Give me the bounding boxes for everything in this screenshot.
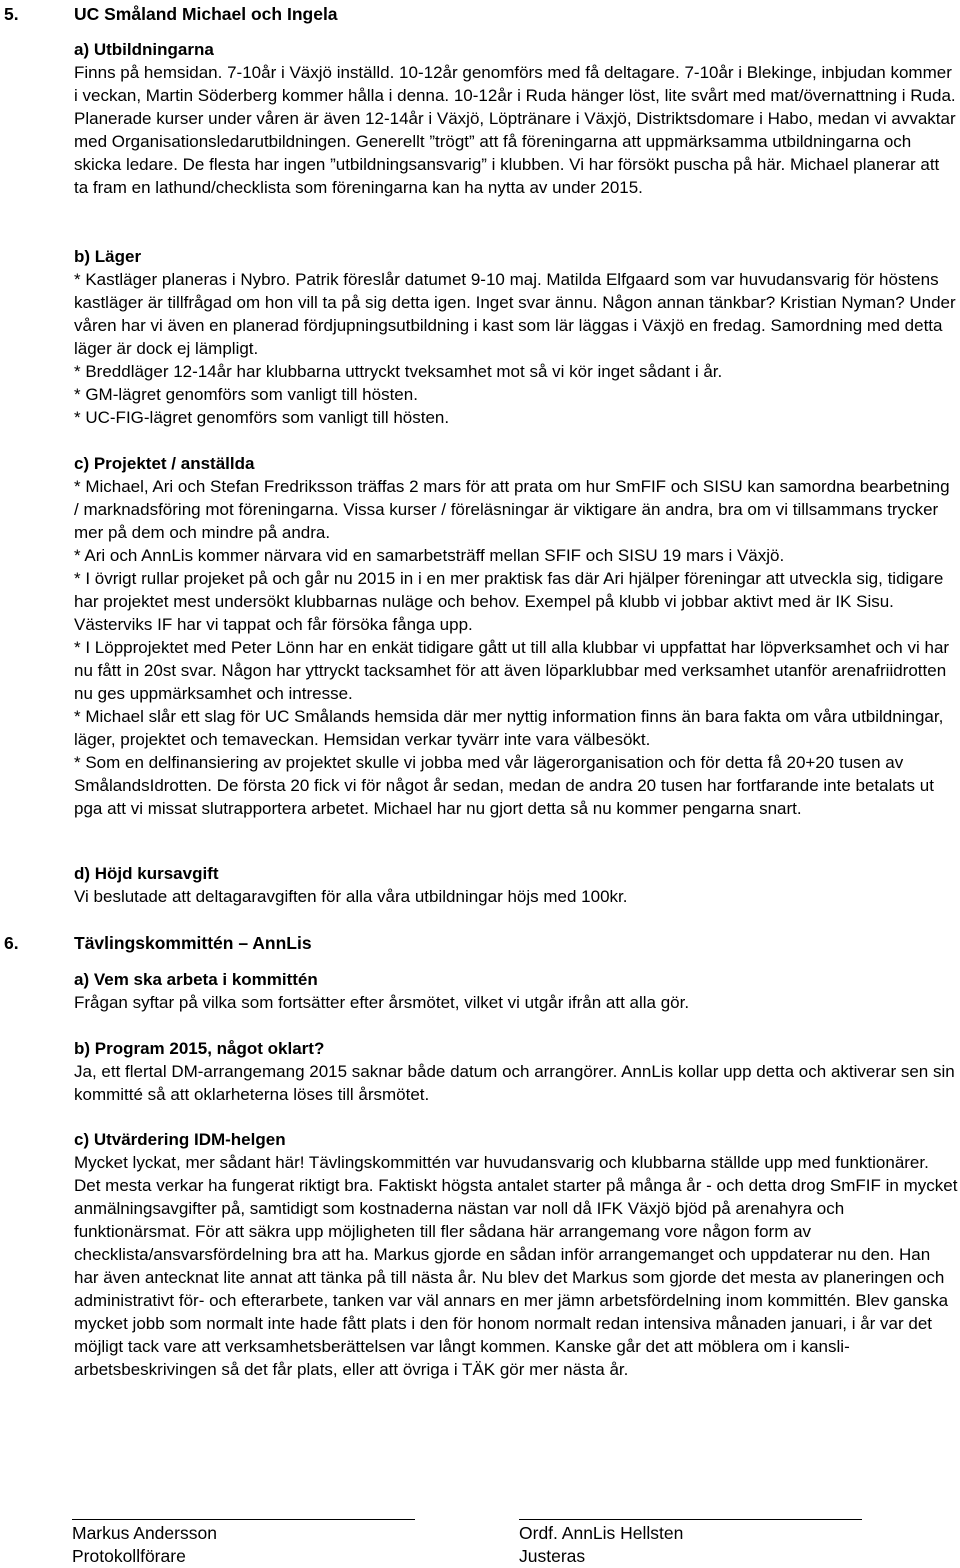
section-heading-6 [0,930,700,956]
paragraph: * I Löpprojektet med Peter Lönn har en enkät tidigare gått ut till alla klubbar vi uppfattat har löpverksamhet och vi har nu fått in 20st svar. Någon har yttryckt tacksamhet för att även löparklubbar med verksamhet utanför arenafriidrotten nu ges uppmärksamhet och intresse. [74,638,950,703]
paragraph: * Michael, Ari och Stefan Fredriksson träffas 2 mars för att prata om hur SmFIF och SISU kan samordna bearbetning / marknadsföring mot föreningarna. Vissa kurser / föreläsningar är viktigare än andra, bra om vi tillsammans trycker mer på dem och mindre på andra. [74,477,950,542]
signature-block-secretary [72,1522,217,1568]
paragraph: * GM-lägret genomförs som vanligt till hösten. [74,385,418,404]
subsection-6a [74,968,958,1014]
signature-line-left [72,1519,415,1520]
subsection-heading: a) Vem ska arbeta i kommittén [74,970,318,989]
signature-line-right [519,1519,862,1520]
paragraph: * Kastläger planeras i Nybro. Patrik föreslår datumet 9-10 maj. Matilda Elfgaard som var huvudansvarig för höstens kastläger är tillfrågad om hon vill ta på sig detta igen. Inget svar ännu. Någon annan tänkbar? Kristian Nyman? Under våren har vi även en planerad fördjupningsutbildning i kast som lär läggas i Växjö en fredag. Samordning med detta läger är dock ej lämpligt. [74,270,956,358]
section-number: 5. [4,3,19,24]
signature-role: Justeras [519,1546,586,1566]
paragraph: * I övrigt rullar projeket på och går nu 2015 in i en mer praktisk fas där Ari hjälper föreningar att utveckla sig, tidigare har projektet mest undersökt klubbarnas nuläge och behov. Exempel på klubb vi jobbar aktivt med är IK Sisu. Västerviks IF har vi tappat och får försöka fånga upp. [74,569,944,634]
subsection-5c [74,452,958,820]
signature-name: Markus Andersson [72,1523,217,1543]
section-heading-5 [0,1,700,27]
paragraph: Vi beslutade att deltagaravgiften för alla våra utbildningar höjs med 100kr. [74,887,628,906]
subsection-heading: b) Läger [74,247,142,266]
subsection-heading: c) Utvärdering IDM-helgen [74,1130,286,1149]
subsection-5a [74,38,958,199]
section-title: UC Småland Michael och Ingela [74,3,338,24]
subsection-heading: d) Höjd kursavgift [74,864,219,883]
paragraph: * Som en delfinansiering av projektet skulle vi jobba med vår lägerorganisation och för detta få 20+20 tusen av SmålandsIdrotten. De första 20 fick vi för något år sedan, medan de andra 20 tusen har fortfarande inte betalats ut pga att vi missat slutrapportera arbetet. Michael har nu gjort detta så nu kommer pengarna snart. [74,753,934,818]
paragraph: * Ari och AnnLis kommer närvara vid en samarbetsträff mellan SFIF och SISU 19 mars i Växjö. [74,546,785,565]
section-number: 6. [4,932,19,953]
subsection-heading: c) Projektet / anställda [74,454,255,473]
subsection-heading: b) Program 2015, något oklart? [74,1039,325,1058]
paragraph: Ja, ett flertal DM-arrangemang 2015 saknar både datum och arrangörer. AnnLis kollar upp detta och aktiverar sen sin kommitté så att oklarheterna löses till årsmötet. [74,1062,955,1104]
subsection-6c [74,1128,958,1381]
subsection-5d [74,862,958,908]
signature-name: Ordf. AnnLis Hellsten [519,1523,684,1543]
paragraph: * Michael slår ett slag för UC Smålands hemsida där mer nyttig information finns än bara fakta om våra utbildningar, läger, projektet och temaveckan. Hemsidan verkar tyvärr inte vara välbesökt. [74,707,944,749]
section-title: Tävlingskommittén – AnnLis [74,932,312,953]
subsection-6b [74,1037,958,1106]
subsection-heading: a) Utbildningarna [74,40,214,59]
paragraph: Frågan syftar på vilka som fortsätter efter årsmötet, vilket vi utgår ifrån att alla gör. [74,993,690,1012]
paragraph: * UC-FIG-lägret genomförs som vanligt till hösten. [74,408,450,427]
signature-block-chair [519,1522,683,1568]
paragraph: * Breddläger 12-14år har klubbarna uttryckt tveksamhet mot så vi kör inget sådant i år. [74,362,723,381]
paragraph: Mycket lyckat, mer sådant här! Tävlingskommittén var huvudansvarig och klubbarna ställde upp med funktionärer. Det mesta verkar ha fungerat riktigt bra. Faktiskt högsta antalet starter på många år - och detta drog SmFIF in mycket anmälningsavgifter på, samtidigt som kostnaderna nästan var noll då IFK Växjö bjöd på arenahyra och funktionärsmat. För att säkra upp möjligheten till fler sådana här arrangemang vore någon form av checklista/ansvarsfördelning bra att ha. Markus gjorde en sådan inför arrangemanget och uppdaterar nu den. Han har även antecknat lite annat att tänka på till nästa år. Nu blev det Markus som gjorde det mesta av planeringen och administrativt för- och efterarbete, tanken var väl annars en mer jämn arbetsfördelning inom kommittén. Blev ganska mycket jobb som normalt inte hade fått plats i den för honom normalt redan intensiva månaden januari, i år var det möjligt tack vare att verksamhetsberättelsen var långt kommen. Kanske går det att möblera om i kansli-arbetsbeskrivingen så det får plats, eller att övriga i TÄK gör mer nästa år. [74,1153,958,1379]
signature-role: Protokollförare [72,1546,186,1566]
subsection-5b [74,245,958,429]
paragraph: Finns på hemsidan. 7-10år i Växjö inställd. 10-12år genomförs med få deltagare. 7-10år i Blekinge, inbjudan kommer i veckan, Martin Söderberg kommer hålla i denna. 10-12år i Ruda hänger löst, lite svårt med mat/övernattning i Ruda. Planerade kurser under våren är även 12-14år i Växjö, Löptränare i Växjö, Distriktsdomare i Habo, medan vi avvaktar med Organisationsledarutbildningen. Generellt ”trögt” att få föreningarna att uppmärksamma utbildningarna och skicka ledare. De flesta har ingen ”utbildningsansvarig” i klubben. Vi har försökt puscha på här. Michael planerar att ta fram en lathund/checklista som föreningarna kan ha nytta av under 2015. [74,63,956,197]
